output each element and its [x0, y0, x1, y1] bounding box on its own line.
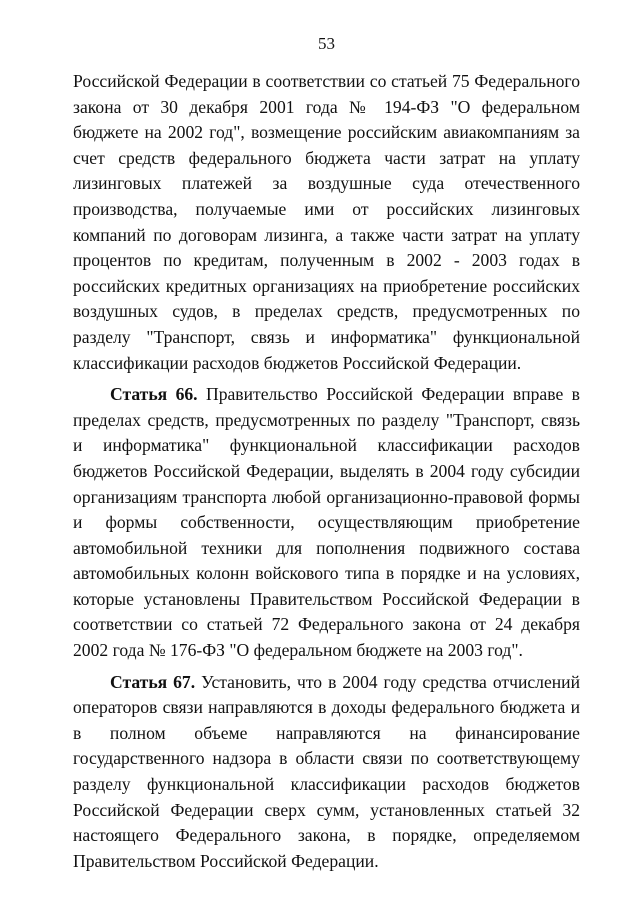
paragraph-article-67 [73, 670, 580, 875]
article-67-label: Статья 67. [110, 671, 196, 692]
paragraph-text: Установить, что в 2004 году средства отчислений операторов связи направляются в доходы федерального бюджета и в полном объеме направляются на финансирование государственного надзора в области связи по соответствующему разделу функциональной классификации расходов бюджетов Российской Федерации сверх сумм, установленных статьей 32 настоящего Федерального закона, в порядке, определяемом Правительством Российской Федерации. [73, 671, 581, 871]
paragraph-text: Российской Федерации в соответствии со статьей 75 Федерального закона от 30 декабря 2001 года № 194-ФЗ "О федеральном бюджете на 2002 год", возмещение российским авиакомпаниям за счет средств федерального бюджета части затрат на уплату лизинговых платежей за воздушные суда отечественного производства, получаемые ими от российских лизинговых компаний по договорам лизинга, а также части затрат на уплату процентов по кредитам, полученным в 2002 - 2003 годах в российских кредитных организациях на приобретение российских воздушных судов, в пределах средств, предусмотренных по разделу "Транспорт, связь и информатика" функциональной классификации расходов бюджетов Российской Федерации. [73, 71, 580, 373]
paragraph-text: Правительство Российской Федерации вправе в пределах средств, предусмотренных по разделу "Транспорт, связь и информатика" функциональной классификации расходов бюджетов Российской Федерации, выделять в 2004 году субсидии организациям транспорта любой организационно-правовой формы и формы собственности, осуществляющим приобретение автомобильной техники для пополнения подвижного состава автомобильных колонн войскового типа в порядке и на условиях, которые установлены Правительством Российской Федерации в соответствии со статьей 72 Федерального закона от 24 декабря 2002 года № 176-ФЗ "О федеральном бюджете на 2003 год". [73, 384, 580, 661]
article-66-label: Статья 66. [110, 384, 198, 405]
paragraph-article-66 [73, 382, 580, 664]
page-number: 53 [318, 34, 335, 53]
paragraph-article-65-continuation [73, 69, 580, 376]
